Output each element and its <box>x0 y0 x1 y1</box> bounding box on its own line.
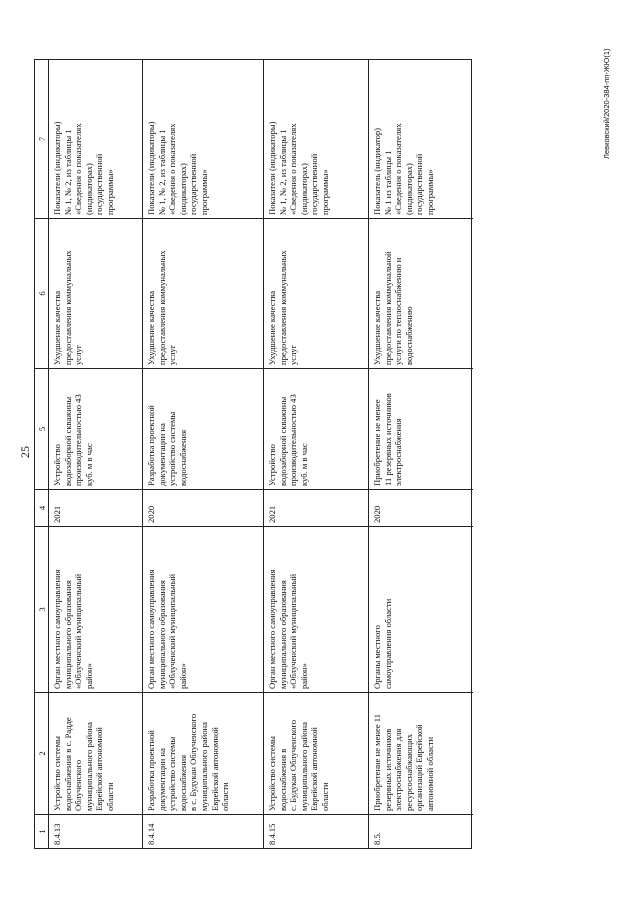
table-row <box>49 60 143 848</box>
result-cell: Приобретение не менее 11 резервных источников электроснабжения <box>369 368 473 489</box>
year-cell: 2020 <box>369 489 473 526</box>
indicator-cell: Показатель (индикатор) № 1 из таблицы 1 «Сведения о показателях (индикаторах) государственной программы» <box>372 123 435 215</box>
year-cell: 2021 <box>49 489 142 526</box>
executor-cell: Орган местного самоуправления муниципального образования «Облученский муниципальный район» <box>49 526 142 692</box>
row-number: 8.4.13 <box>49 814 142 848</box>
header-col-6: 6 <box>35 218 48 368</box>
executor-cell: Органы местного самоуправления области <box>369 526 473 692</box>
header-col-3: 3 <box>35 526 48 692</box>
event-cell: Разработка проектной документации на устройство системы водоснабжения в с. Будукан Облученского муниципального района Еврейской автономной области <box>143 692 263 814</box>
row-number: 8.4.14 <box>143 814 263 848</box>
table-row <box>264 60 369 848</box>
indicator-cell: Показатели (индикаторы) № 1, № 2, из таблицы 1 «Сведения о показателях (индикаторах) государственной программы» <box>52 121 115 215</box>
result-cell: Разработка проектной документации на устройство системы водоснабжения <box>143 368 263 489</box>
event-cell: Устройство системы водоснабжения в с. Радде Облученского муниципального района Еврейской автономной области <box>49 692 142 814</box>
table-header-row <box>35 60 49 848</box>
indicator-cell: Показатели (индикаторы) № 1, № 2, из таблицы 1 «Сведения о показателях (индикаторах) государственной программы» <box>267 121 330 215</box>
event-cell: Приобретение не менее 11 резервных источников электроснабжения для ресурсоснабжающих организаций Еврейской автономной области <box>369 692 473 814</box>
table-row <box>369 60 473 848</box>
year-cell: 2020 <box>143 489 263 526</box>
year-cell: 2021 <box>264 489 368 526</box>
table-row <box>143 60 264 848</box>
event-cell: Устройство системы водоснабжения в с. Будукан Облученского муниципального района Еврейской автономной области <box>264 692 368 814</box>
header-col-4: 4 <box>35 489 48 526</box>
row-number: 8.4.15 <box>264 814 368 848</box>
result-cell: Устройство водозаборной скважины производительностью 43 куб. м в час <box>264 368 368 489</box>
consequence-cell: Ухудшение качества предоставления коммунальных услуг <box>143 218 263 368</box>
header-col-7: 7 <box>37 136 47 142</box>
result-cell: Устройство водозаборной скважины производительностью 43 куб. м в час <box>49 368 142 489</box>
document-footer: Левковский/2020-384-пп-ЖЮ(1) <box>602 48 611 159</box>
executor-cell: Орган местного самоуправления муниципального образования «Облученский муниципальный район» <box>143 526 263 692</box>
row-number: 8.5. <box>369 814 473 848</box>
indicator-cell: Показатели (индикаторы) № 1, № 2, из таблицы 1 «Сведения о показателях (индикаторах) государственной программы» <box>146 121 209 215</box>
consequence-cell: Ухудшение качества предоставления коммунальной услуги по теплоснабжению и водоснабжению <box>369 218 473 368</box>
page-number: 25 <box>18 446 32 458</box>
header-col-2: 2 <box>35 692 48 814</box>
program-table <box>34 59 472 849</box>
executor-cell: Орган местного самоуправления муниципального образования «Облученский муниципальный район» <box>264 526 368 692</box>
consequence-cell: Ухудшение качества предоставления коммунальных услуг <box>264 218 368 368</box>
header-col-5: 5 <box>35 368 48 489</box>
consequence-cell: Ухудшение качества предоставления коммунальных услуг <box>49 218 142 368</box>
header-col-1: 1 <box>35 814 48 848</box>
